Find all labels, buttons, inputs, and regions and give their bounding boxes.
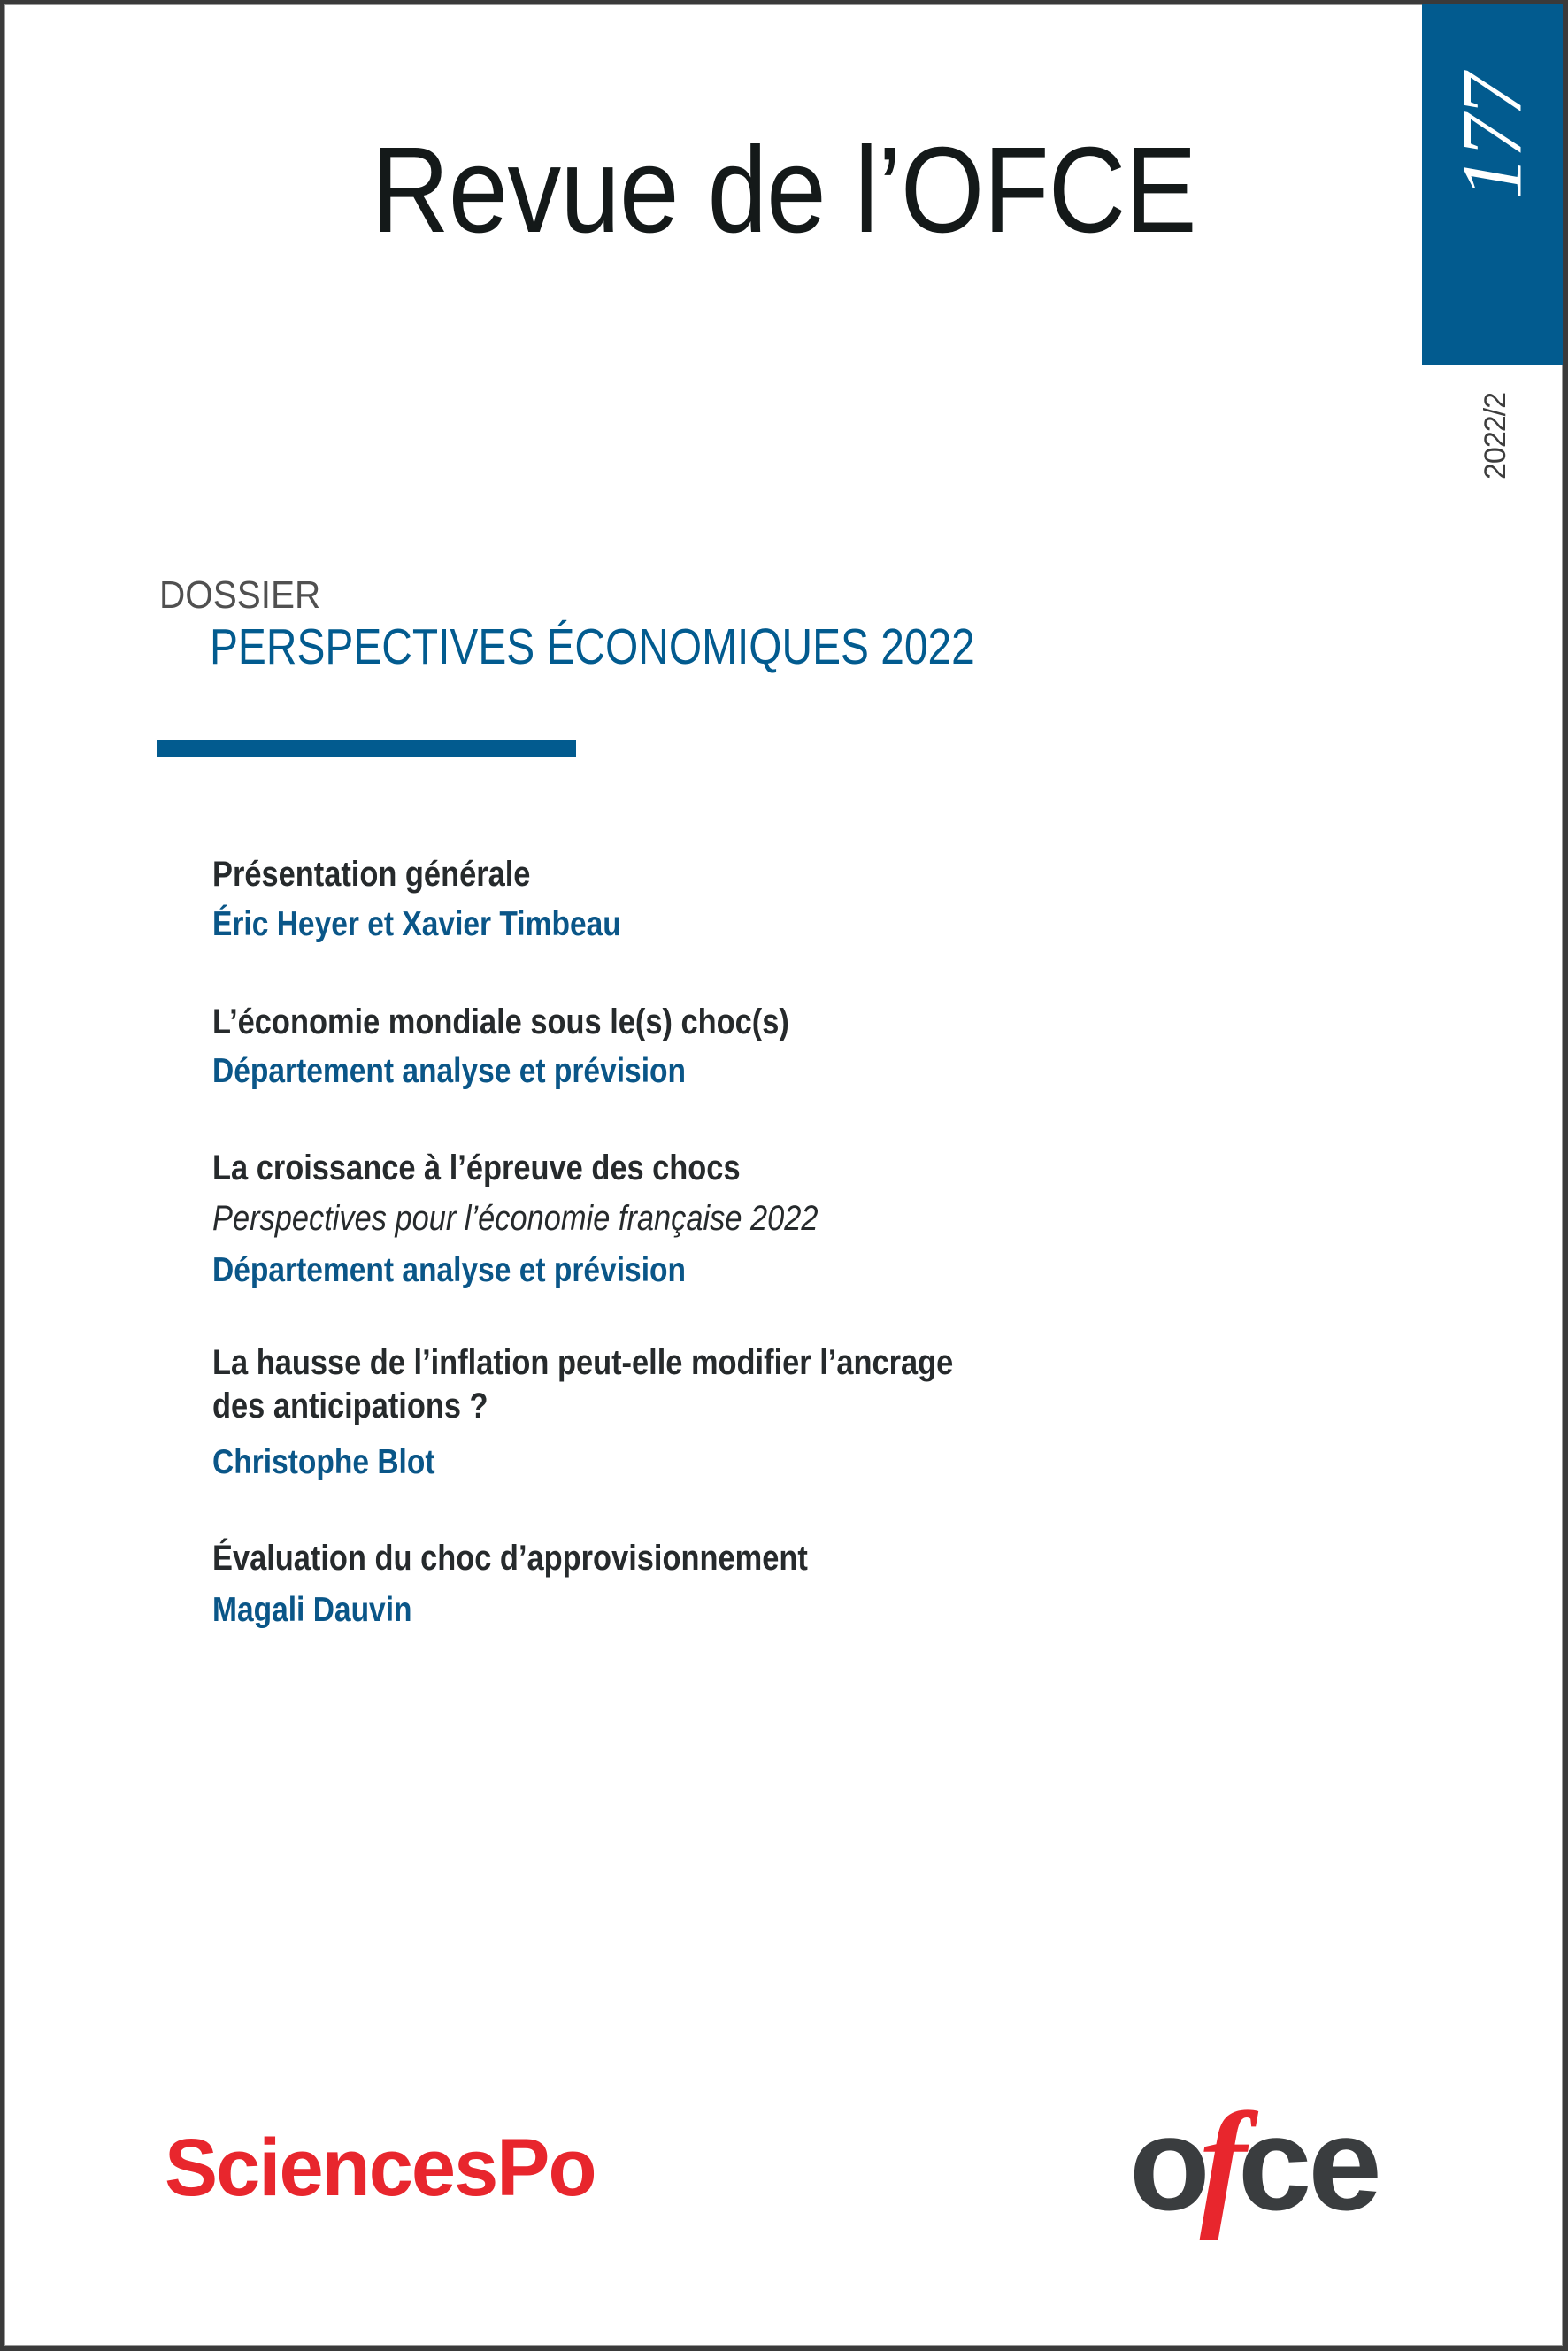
ofce-logo-f: f bbox=[1199, 2083, 1243, 2240]
issue-number bbox=[1422, 4, 1563, 270]
dossier-title: PERSPECTIVES ÉCONOMIQUES 2022 bbox=[210, 618, 975, 675]
dossier-divider-bar bbox=[157, 740, 576, 757]
issue-number-text: 177 bbox=[1444, 74, 1541, 200]
dossier-label: DOSSIER bbox=[159, 573, 321, 617]
toc-item-title: Évaluation du choc d’approvisionnement bbox=[212, 1539, 808, 1578]
ofce-logo-o: o bbox=[1129, 2089, 1207, 2238]
issue-date bbox=[1469, 380, 1522, 491]
toc-item-author: Christophe Blot bbox=[212, 1443, 435, 1481]
toc-item-author: Éric Heyer et Xavier Timbeau bbox=[212, 905, 621, 943]
issue-date-text: 2022/2 bbox=[1479, 392, 1512, 480]
toc-item-author: Département analyse et prévision bbox=[212, 1052, 686, 1090]
toc-item-title: Présentation générale bbox=[212, 855, 531, 894]
toc-item-author: Département analyse et prévision bbox=[212, 1251, 686, 1289]
toc-item-subtitle: Perspectives pour l’économie française 2022 bbox=[212, 1199, 819, 1238]
toc-item-title: La hausse de l’inflation peut-elle modifier l’ancrage bbox=[212, 1343, 954, 1382]
journal-title: Revue de l’OFCE bbox=[372, 122, 1196, 258]
ofce-logo-ce: ce bbox=[1237, 2089, 1379, 2238]
sciencespo-logo: SciencesPo bbox=[165, 2123, 596, 2213]
toc-item-title-continued: des anticipations ? bbox=[212, 1387, 488, 1425]
toc-item-title: L’économie mondiale sous le(s) choc(s) bbox=[212, 1003, 789, 1041]
ofce-logo bbox=[1129, 2083, 1379, 2240]
toc-item-author: Magali Dauvin bbox=[212, 1591, 412, 1629]
toc-item-title: La croissance à l’épreuve des chocs bbox=[212, 1149, 741, 1187]
